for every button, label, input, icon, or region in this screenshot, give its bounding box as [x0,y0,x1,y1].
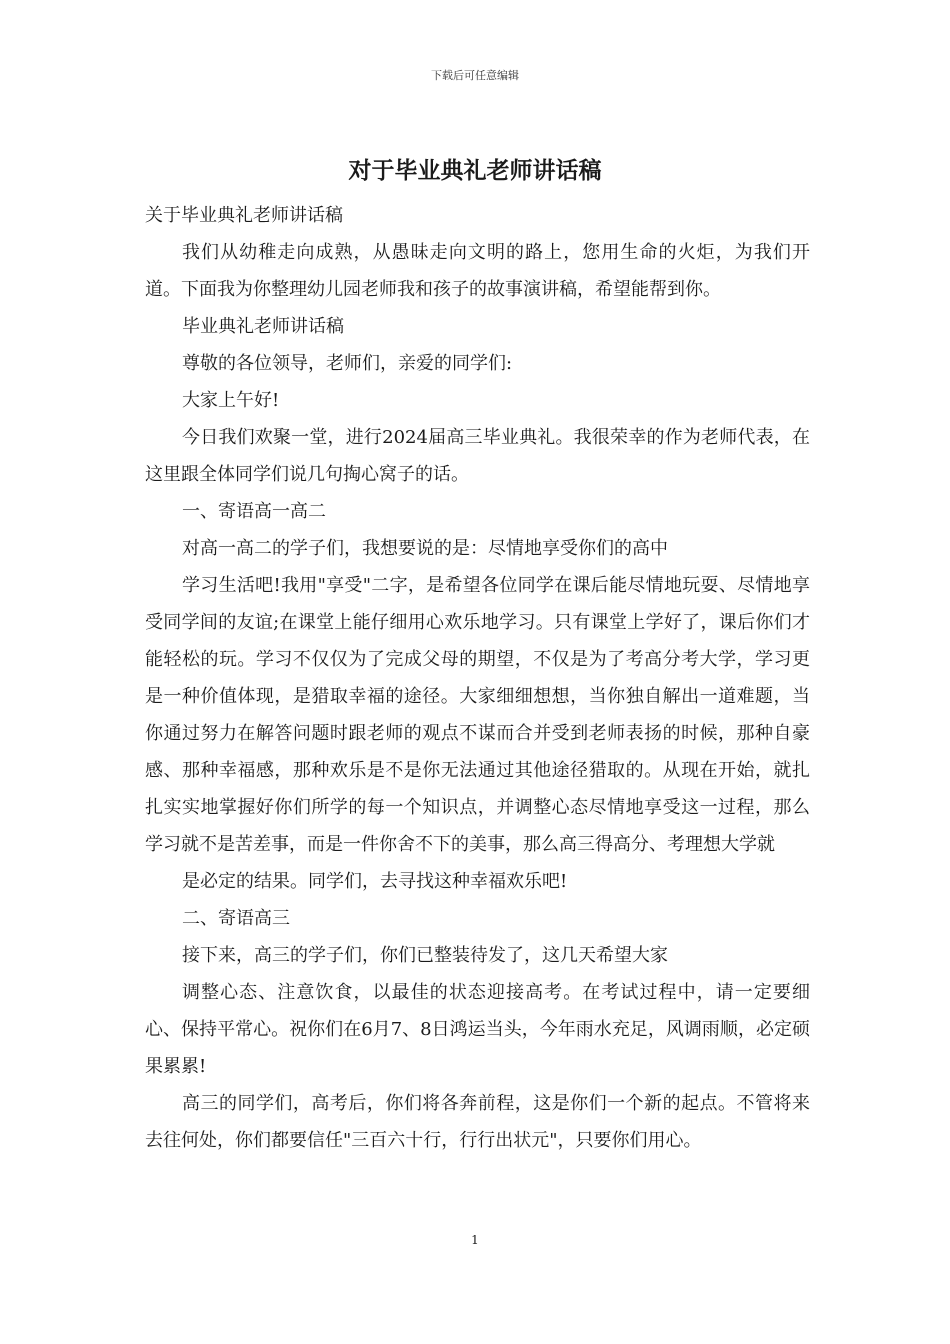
paragraph: 学习生活吧!我用"享受"二字，是希望各位同学在课后能尽情地玩耍、尽情地享受同学间的友谊;在课堂上能仔细用心欢乐地学习。只有课堂上学好了，课后你们才能轻松的玩。学习不仅仅为了完成父母的期望，不仅是为了考高分考大学，学习更是一种价值体现，是猎取幸福的途径。大家细细想想，当你独自解出一道难题，当你通过努力在解答问题时跟老师的观点不谋而合并受到老师表扬的时候，那种自豪感、那种幸福感，那种欢乐是不是你无法通过其他途径猎取的。从现在开始，就扎扎实实地掌握好你们所学的每一个知识点，并调整心态尽情地享受这一过程，那么学习就不是苦差事，而是一件你舍不下的美事，那么高三得高分、考理想大学就 [145,575,810,855]
paragraph: 关于毕业典礼老师讲话稿 [145,205,343,226]
paragraph: 我们从幼稚走向成熟，从愚昧走向文明的路上，您用生命的火炬，为我们开道。下面我为你整理幼儿园老师我和孩子的故事演讲稿，希望能帮到你。 [145,242,810,300]
document-body [145,197,810,1159]
paragraph: 大家上午好! [182,390,280,411]
document-title: 对于毕业典礼老师讲话稿 [348,157,602,184]
paragraph: 对高一高二的学子们，我想要说的是：尽情地享受你们的高中 [182,538,668,559]
paragraph: 毕业典礼老师讲话稿 [182,316,344,337]
header-note: 下载后可任意编辑 [431,69,519,82]
paragraph: 调整心态、注意饮食，以最佳的状态迎接高考。在考试过程中，请一定要细心、保持平常心。祝你们在6月7、8日鸿运当头，今年雨水充足，风调雨顺，必定硕果累累! [145,982,810,1077]
paragraph: 今日我们欢聚一堂，进行2024届高三毕业典礼。我很荣幸的作为老师代表，在这里跟全体同学们说几句掏心窝子的话。 [145,427,810,485]
section-heading: 一、寄语高一高二 [182,501,326,522]
section-heading: 二、寄语高三 [182,908,290,929]
paragraph: 是必定的结果。同学们，去寻找这种幸福欢乐吧! [182,871,568,892]
paragraph: 尊敬的各位领导，老师们，亲爱的同学们: [182,353,513,374]
paragraph: 接下来，高三的学子们，你们已整装待发了，这几天希望大家 [182,945,668,966]
paragraph: 高三的同学们，高考后，你们将各奔前程，这是你们一个新的起点。不管将来去往何处，你们都要信任"三百六十行，行行出状元"，只要你们用心。 [145,1093,810,1151]
page-number: 1 [471,1233,479,1247]
